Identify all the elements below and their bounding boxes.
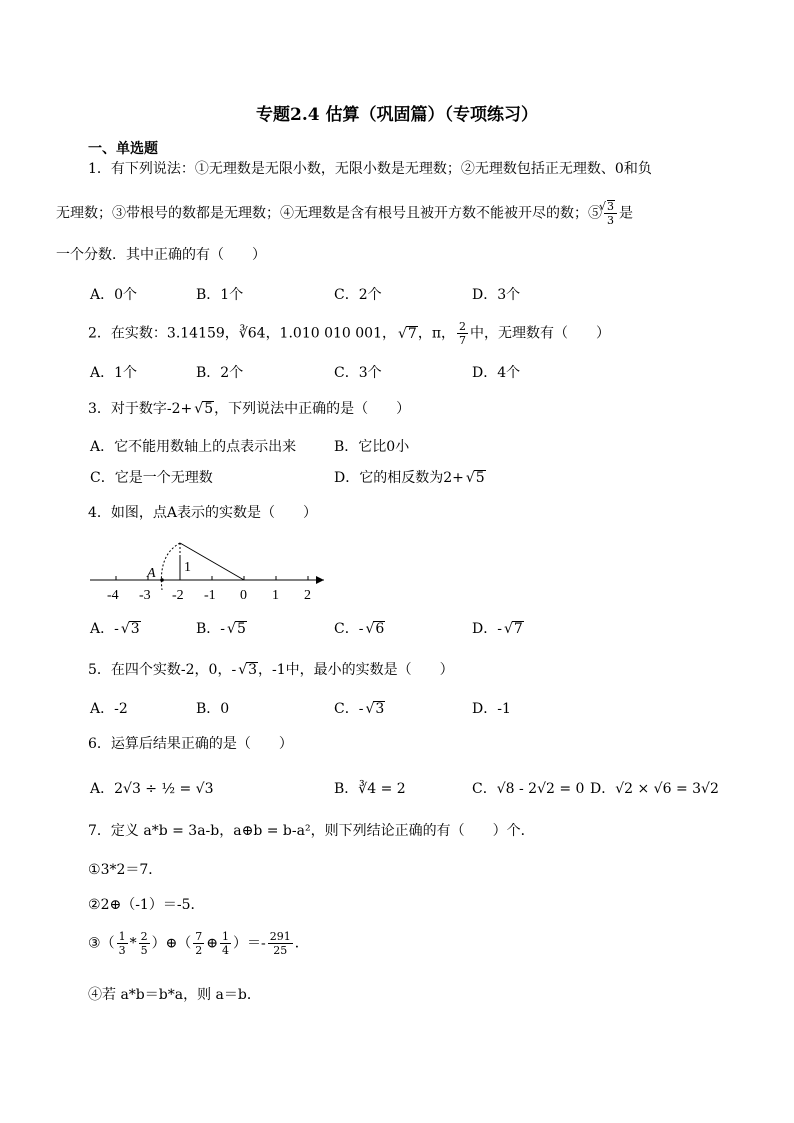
circled-5: ⑤ xyxy=(588,205,602,222)
q3-part-b: ，下列说法中正确的是（ ） xyxy=(214,401,411,417)
q7-item-4 xyxy=(88,984,261,1004)
sqrt-3: √ 3 xyxy=(373,701,385,717)
frac-denominator: 25 xyxy=(273,944,288,958)
frac-numerator: √ 3 xyxy=(607,200,615,213)
equals-neg: ）＝- xyxy=(233,935,266,952)
tick-label-0: 0 xyxy=(240,588,247,603)
circled-1: ① xyxy=(88,862,101,878)
q4-option-a[interactable] xyxy=(90,618,141,638)
side-length-label: 1 xyxy=(184,560,191,575)
q1-line2 xyxy=(56,200,633,227)
q5-option-c[interactable] xyxy=(334,698,385,718)
q7-item-3: ③（ $\frac{1}{3}$ * $\frac{2}{5}$ ）⊕（ $\frac{7}{2}$ ⊕ $\frac{1}{4}$ ）＝- $\frac{291}{25}$ ． xyxy=(88,930,309,958)
circled-1: ① xyxy=(194,161,209,177)
q4-option-c-text: C．- xyxy=(334,621,364,637)
paren-open: （ xyxy=(100,935,115,952)
q7-item-1-text: 3*2＝7． xyxy=(100,862,163,878)
fraction-1-3 xyxy=(117,930,128,957)
q1-line2-start: 无理数； xyxy=(56,205,112,222)
q4-option-b[interactable] xyxy=(196,618,247,638)
q1-option-d[interactable]: D．3个 xyxy=(472,287,521,303)
fraction-2-7 xyxy=(457,320,468,347)
q3-option-a[interactable]: A．它不能用数轴上的点表示出来 xyxy=(90,439,297,455)
frac-denominator: 3 xyxy=(118,944,126,958)
compass-arc xyxy=(161,543,180,590)
circled-4: ④ xyxy=(280,205,294,222)
sqrt-5: √ 5 xyxy=(202,401,214,417)
q3-part-a: 3．对于数字-2+ xyxy=(88,401,193,417)
q7-item-2 xyxy=(88,894,204,914)
section-heading: 一、单选题 xyxy=(88,141,158,157)
oplus-middle: ）⊕（ xyxy=(151,935,192,952)
q5-option-a[interactable]: A．-2 xyxy=(90,701,128,717)
q3-stem xyxy=(88,398,410,418)
circled-4: ④ xyxy=(88,987,102,1003)
axis-arrow xyxy=(316,576,324,584)
q4-option-d[interactable] xyxy=(472,618,524,638)
point-a-dot xyxy=(160,578,164,582)
number-line-figure xyxy=(86,535,336,607)
q1-option-c[interactable]: C．2个 xyxy=(334,287,382,303)
q2-option-a[interactable]: A．1个 xyxy=(90,365,138,381)
frac-denominator: 4 xyxy=(222,944,230,958)
q2-option-c[interactable]: C．3个 xyxy=(334,365,382,381)
q2-part-c: ，π， xyxy=(417,325,456,342)
q6-option-b[interactable]: B．∛4 = 2 xyxy=(334,781,406,797)
q4-option-c[interactable] xyxy=(334,618,385,638)
frac-numerator: 2 xyxy=(140,930,148,943)
tick-label-2: 2 xyxy=(304,588,311,603)
frac-numerator: 291 xyxy=(269,930,291,943)
frac-denominator: 5 xyxy=(140,944,148,958)
q2-stem xyxy=(88,320,610,347)
q5-stem xyxy=(88,659,454,679)
q3-option-c[interactable]: C．它是一个无理数 xyxy=(90,470,213,486)
q7-item-4-text: 若 a*b＝b*a，则 a＝b． xyxy=(102,987,261,1003)
q6-option-d[interactable]: D．√2 × √6 = 3√2 xyxy=(590,781,719,797)
q4-option-b-text: B．- xyxy=(196,621,226,637)
q7-item-2-text: 2⊕（-1）＝-5． xyxy=(100,897,205,913)
q4-option-d-text: D．- xyxy=(472,621,502,637)
frac-numerator: 1 xyxy=(118,930,126,943)
frac-denominator: 2 xyxy=(195,944,203,958)
tick-label-minus-3: -3 xyxy=(139,588,151,603)
q1-prefix: 1．有下列说法： xyxy=(88,161,195,177)
q4-option-a-text: A．- xyxy=(90,621,119,637)
fraction-sqrt3-over-3 xyxy=(604,200,617,227)
period: ． xyxy=(294,935,309,952)
q1-statement-4: 无理数是含有根号且被开方数不能被开尽的数； xyxy=(294,205,588,222)
q3-option-d-text: D．它的相反数为2+ xyxy=(334,470,464,486)
q6-stem: 6．运算后结果正确的是（ ） xyxy=(88,736,293,752)
q3-option-d[interactable] xyxy=(334,467,486,487)
fraction-2-5 xyxy=(139,930,150,957)
sqrt-3: √ 3 xyxy=(246,662,258,678)
circled-3: ③ xyxy=(112,205,126,222)
sqrt-7: √ 7 xyxy=(512,621,524,637)
q1-option-b[interactable]: B．1个 xyxy=(196,287,244,303)
frac-denominator: 3 xyxy=(607,214,614,228)
sqrt-6: √ 6 xyxy=(373,621,385,637)
circled-2: ② xyxy=(88,897,101,913)
q1-statement-3: 带根号的数都是无理数； xyxy=(126,205,280,222)
sqrt-5: √ 5 xyxy=(474,470,486,486)
circled-3: ③ xyxy=(88,935,101,952)
q2-option-d[interactable]: D．4个 xyxy=(472,365,521,381)
q1-statement-2: 无理数包括正无理数、0和负 xyxy=(474,161,652,177)
frac-numerator: 7 xyxy=(195,930,203,943)
q5-option-b[interactable]: B．0 xyxy=(196,701,230,717)
tick-label-1: 1 xyxy=(272,588,279,603)
q5-option-d[interactable]: D．-1 xyxy=(472,701,511,717)
q5-part-a: 5．在四个实数-2，0，- xyxy=(88,662,237,678)
sqrt-7: √ 7 xyxy=(406,326,418,342)
q6-option-c[interactable]: C．√8 - 2√2 = 0 xyxy=(472,781,585,797)
q1-option-a[interactable]: A．0个 xyxy=(90,287,138,303)
frac-denominator: 7 xyxy=(459,334,467,348)
tick-label-minus-1: -1 xyxy=(204,588,216,603)
q1-statement-5-tail: 是 xyxy=(619,205,634,222)
q1-line3: 一个分数．其中正确的有（ ） xyxy=(56,247,266,263)
page-title: 专题2.4 估算（巩固篇）（专项练习） xyxy=(256,105,538,125)
frac-numerator: 1 xyxy=(222,930,230,943)
fraction-7-2 xyxy=(193,930,204,957)
sqrt-5: √ 5 xyxy=(235,621,247,637)
q1-statement-1: 无理数是无限小数，无限小数是无理数； xyxy=(208,161,461,177)
tick-label-minus-4: -4 xyxy=(107,588,119,603)
frac-numerator: 2 xyxy=(459,320,467,333)
circled-2: ② xyxy=(460,161,475,177)
cube-root-64: ∛64 xyxy=(238,325,266,342)
q1-line1 xyxy=(88,158,652,178)
q5-part-b: ，-1中，最小的实数是（ ） xyxy=(258,662,454,678)
tick-label-minus-2: -2 xyxy=(172,588,184,603)
q2-part-d: 中，无理数有（ ） xyxy=(470,325,611,342)
q2-part-a: 2．在实数：3.14159， xyxy=(88,325,239,342)
q2-option-b[interactable]: B．2个 xyxy=(196,365,244,381)
q7-item-1 xyxy=(88,859,162,879)
q4-stem: 4．如图，点A表示的实数是（ ） xyxy=(88,505,318,521)
fraction-1-4 xyxy=(220,930,231,957)
q3-option-b[interactable]: B．它比0小 xyxy=(334,439,410,455)
fraction-291-25 xyxy=(268,930,293,957)
q5-option-c-text: C．- xyxy=(334,701,364,717)
point-a-label: A xyxy=(147,566,156,581)
q6-option-a[interactable]: A．2√3 ÷ ½ = √3 xyxy=(90,781,214,797)
q7-stem: 7．定义 a*b = 3a-b，a⊕b = b-a²，则下列结论正确的有（ ）个． xyxy=(88,823,535,839)
sqrt-3: √ 3 xyxy=(129,621,141,637)
q2-part-b: ，1.010 010 001， xyxy=(265,325,396,342)
